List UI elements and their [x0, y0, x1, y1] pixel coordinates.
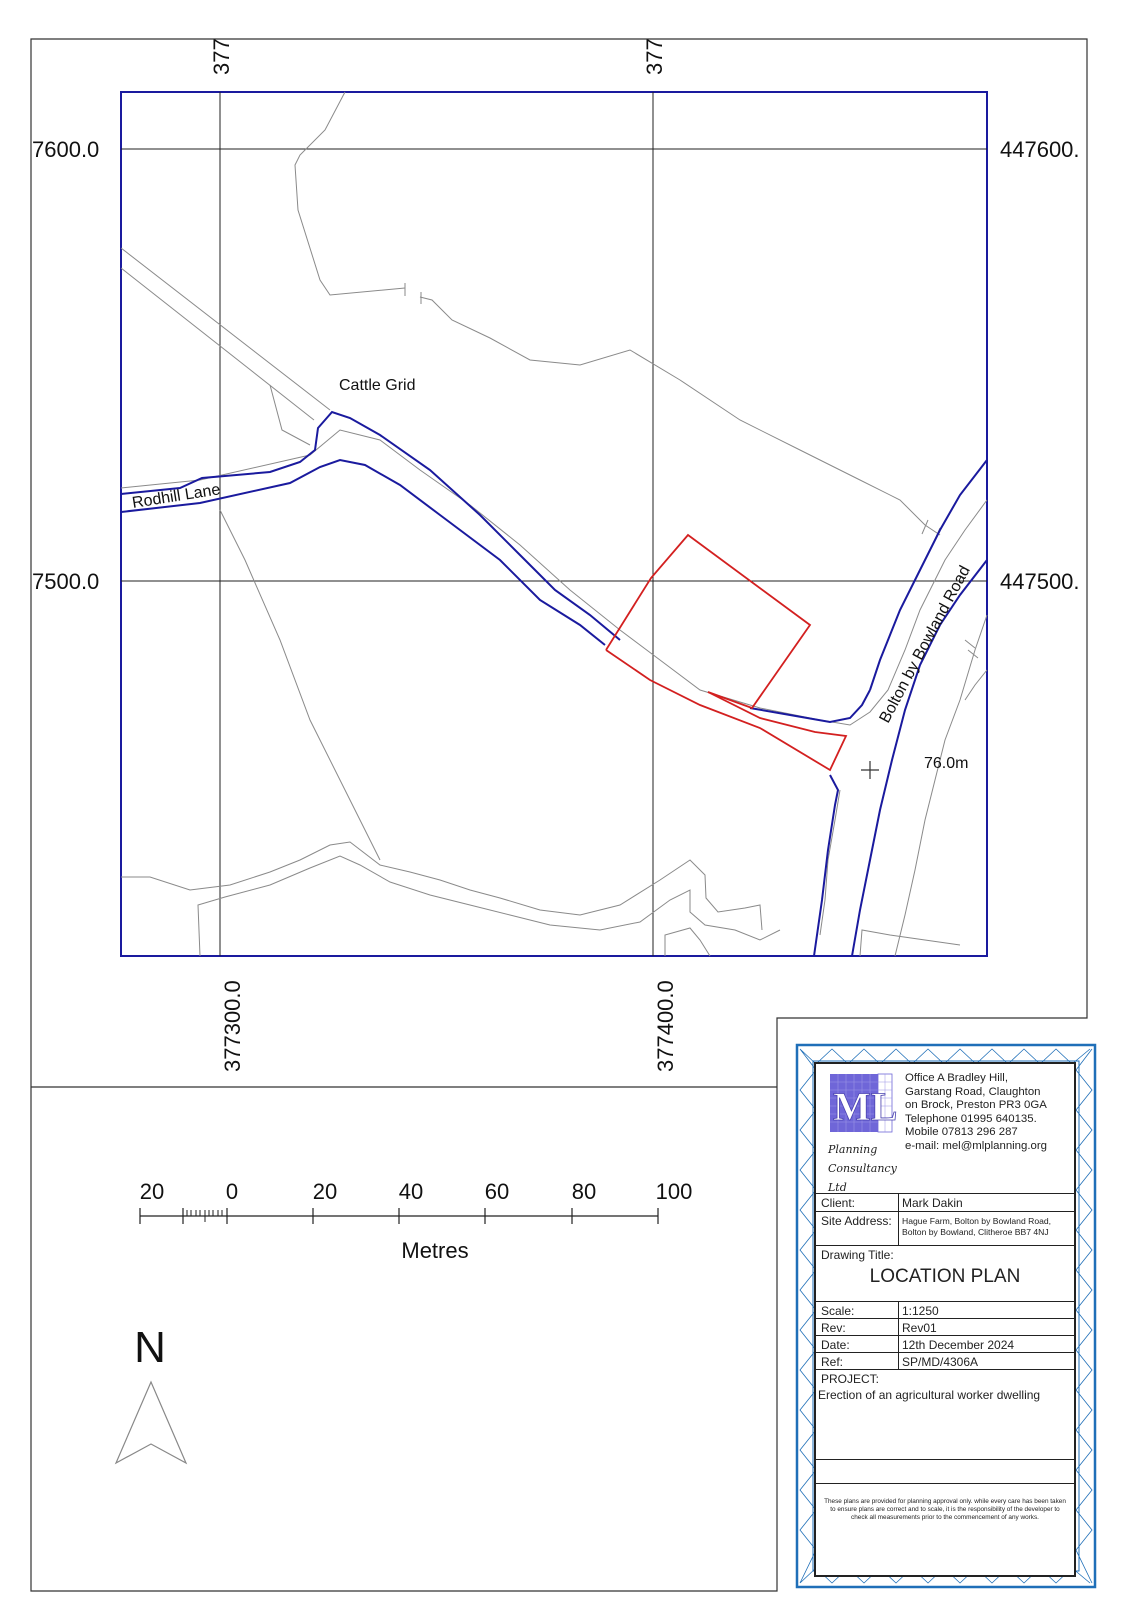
map-frame [121, 92, 987, 956]
verge-east-2 [965, 670, 987, 700]
project-row [816, 1369, 1074, 1460]
old-track-1 [121, 248, 330, 410]
rodhill-lane-north-edge [121, 412, 620, 640]
rodhill-lane-label: Rodhill Lane [130, 481, 222, 512]
old-track-2 [121, 268, 314, 420]
site-address-value [902, 1216, 1070, 1238]
title-block [797, 1045, 1077, 1595]
scale-bar [140, 1208, 658, 1224]
stream-south-edge [198, 856, 780, 956]
track-to-cattle-grid [270, 385, 310, 445]
northing-label-right-1: 447600. [1000, 137, 1080, 162]
logo-letters: ML [833, 1084, 898, 1129]
cattle-grid-label: Cattle Grid [339, 377, 416, 394]
north-label: N [134, 1323, 166, 1372]
scale-label: Scale: [821, 1304, 855, 1318]
rev-label: Rev: [821, 1321, 846, 1335]
stream-inner [665, 928, 710, 956]
site-boundary [606, 535, 846, 770]
track-south-west [220, 510, 380, 860]
rev-row [816, 1318, 1074, 1336]
project-value: Erection of an agricultural worker dwelling [818, 1388, 1041, 1402]
site-address-label: Site Address: [821, 1214, 892, 1228]
roads [121, 412, 987, 956]
office-line: Telephone 01995 640135. [905, 1112, 1037, 1125]
bolton-road-label: Bolton by Bowland Road [876, 563, 974, 726]
site-address-row [816, 1211, 1074, 1246]
office-line: Office A Bradley Hill, [905, 1072, 1008, 1084]
site-address-line: Bolton by Bowland, Clitheroe BB7 4NJ [902, 1227, 1049, 1237]
easting-label-bottom-1: 377300.0 [220, 980, 245, 1072]
scale-value: 1:1250 [902, 1304, 939, 1318]
blank-row [816, 1459, 1074, 1484]
scale-tick-label: 20 [139, 1179, 165, 1204]
scale-tick-label: 60 [484, 1179, 510, 1204]
rev-value: Rev01 [902, 1321, 937, 1335]
office-line: e-mail: mel@mlplanning.org [905, 1139, 1047, 1152]
disclaimer-row [816, 1483, 1074, 1575]
ref-value: SP/MD/4306A [902, 1355, 979, 1369]
north-arrow-icon [116, 1382, 186, 1463]
field-boundary-east [420, 297, 940, 535]
easting-label-top-1: 377 [209, 38, 234, 75]
scale-row [816, 1301, 1074, 1319]
easting-label-top-2: 377 [642, 38, 667, 75]
client-value: Mark Dakin [902, 1196, 963, 1210]
date-row [816, 1335, 1074, 1353]
office-line: on Brock, Preston PR3 0GA [905, 1099, 1047, 1112]
field-boundary-north [295, 92, 405, 295]
drawing-title: LOCATION PLAN [869, 1266, 1021, 1287]
scale-tick-label: 0 [225, 1179, 239, 1204]
bolton-road-south-west-edge [814, 775, 838, 956]
date-value: 12th December 2024 [902, 1338, 1015, 1352]
logo-text [828, 1140, 908, 1197]
gate-mark-2 [922, 520, 940, 542]
northing-label-left-1: 7600.0 [32, 137, 100, 162]
road-edge-inner [820, 790, 840, 935]
field-south-east [860, 930, 960, 956]
project-label: PROJECT: [821, 1372, 880, 1386]
scale-tick-label: 100 [655, 1179, 693, 1204]
gate-mark-1 [405, 283, 421, 304]
scale-unit-label: Metres [401, 1238, 469, 1263]
office-address [905, 1072, 1075, 1154]
site-plot-outline [606, 535, 810, 708]
logo [822, 1070, 906, 1194]
site-address-line: Hague Farm, Bolton by Bowland Road, [902, 1216, 1052, 1226]
grid-lines [121, 92, 987, 956]
scale-tick-label: 80 [571, 1179, 597, 1204]
access-lane-edge [750, 690, 870, 722]
office-line: Mobile 07813 296 287 [905, 1126, 1018, 1139]
easting-label-bottom-2: 377400.0 [653, 980, 678, 1072]
logo-text-line: Consultancy [828, 1162, 897, 1175]
site-access-outline [606, 650, 846, 770]
map-features [121, 92, 987, 956]
northing-label-right-2: 447500. [1000, 569, 1080, 594]
office-line: Garstang Road, Claughton [905, 1085, 1041, 1098]
scale-tick-label: 20 [312, 1179, 338, 1204]
logo-text-line: Ltd [828, 1181, 847, 1194]
drawing-title-label: Drawing Title: [821, 1248, 894, 1262]
logo-text-line: Planning [828, 1143, 878, 1156]
gate-mark-3 [965, 640, 978, 658]
spot-height-mark [861, 761, 879, 779]
drawing-title-row [816, 1245, 1074, 1302]
ml-logo-icon [822, 1070, 906, 1140]
stream-north-edge [121, 842, 762, 930]
date-label: Date: [821, 1338, 850, 1352]
ref-row [816, 1352, 1074, 1370]
spot-height-label: 76.0m [924, 755, 969, 772]
client-row [816, 1193, 1074, 1212]
title-block-inner [814, 1062, 1076, 1577]
ref-label: Ref: [821, 1355, 844, 1369]
northing-label-left-2: 7500.0 [32, 569, 100, 594]
scale-tick-label: 40 [398, 1179, 424, 1204]
disclaimer: These plans are provided for planning approval only. while every care has been taken to ensure plans are correct and to scale, it is the responsibility of the developer to check all measurements prior to the commencement of any works. [824, 1498, 1066, 1521]
client-label: Client: [821, 1196, 856, 1210]
